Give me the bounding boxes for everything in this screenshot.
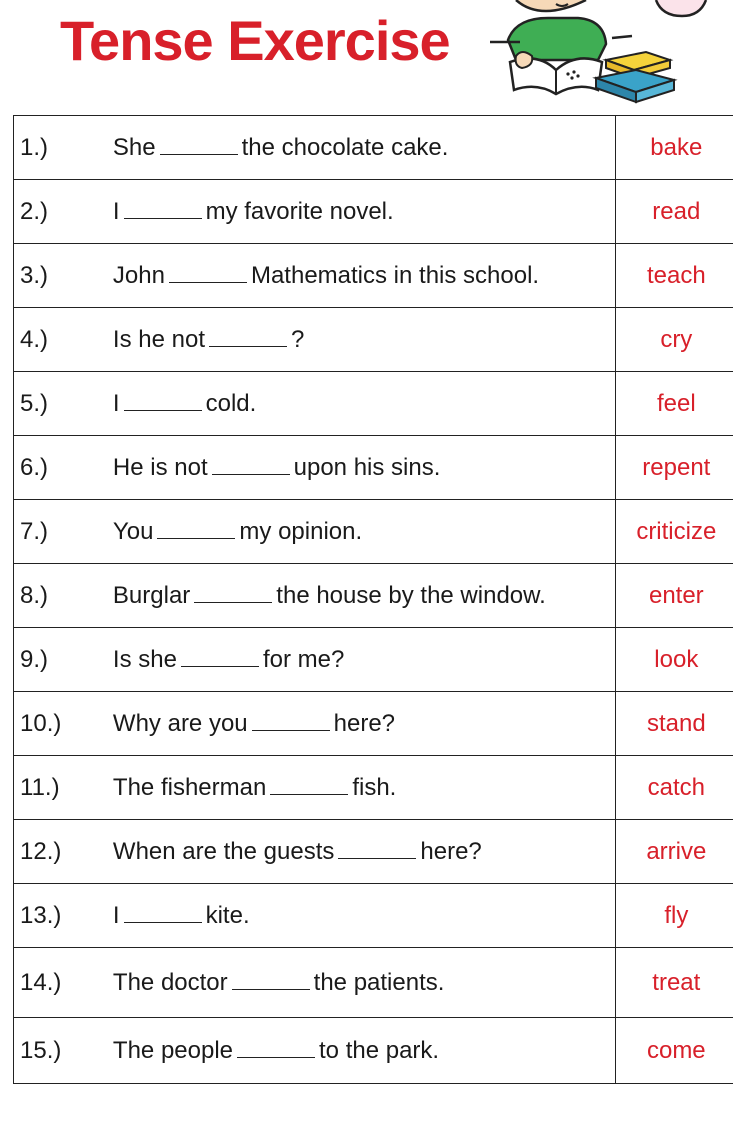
verb-hint: arrive — [615, 820, 733, 884]
page-title: Tense Exercise — [60, 9, 450, 72]
sentence — [97, 372, 615, 436]
sentence-before: I — [112, 389, 120, 417]
sentence — [97, 564, 615, 628]
table-row — [14, 436, 733, 500]
answer-blank[interactable] — [237, 1039, 315, 1058]
table-row — [14, 308, 733, 372]
verb-hint: come — [615, 1018, 733, 1084]
question-number: 1.) — [14, 116, 97, 180]
question-number: 9.) — [14, 628, 97, 692]
sentence — [97, 244, 615, 308]
sentence — [97, 820, 615, 884]
exercise-table — [13, 115, 733, 1084]
table-row — [14, 756, 733, 820]
verb-hint: repent — [615, 436, 733, 500]
sentence-after: kite. — [205, 901, 250, 929]
sentence-before: When are the guests — [112, 837, 335, 865]
question-number: 8.) — [14, 564, 97, 628]
answer-blank[interactable] — [124, 392, 202, 411]
sentence-before: You — [112, 517, 154, 545]
question-number: 10.) — [14, 692, 97, 756]
question-number: 5.) — [14, 372, 97, 436]
sentence — [97, 628, 615, 692]
sentence-after: the patients. — [313, 968, 445, 996]
answer-blank[interactable] — [212, 456, 290, 475]
sentence-after: for me? — [262, 645, 345, 673]
sentence-after: cold. — [205, 389, 257, 417]
sentence-before: The doctor — [112, 968, 228, 996]
question-number: 15.) — [14, 1018, 97, 1084]
table-row — [14, 1018, 733, 1084]
sentence-after: fish. — [352, 773, 397, 801]
sentence-after: ? — [290, 325, 305, 353]
sentence — [97, 116, 615, 180]
table-row — [14, 244, 733, 308]
sentence-after: here? — [420, 837, 482, 865]
table-row — [14, 948, 733, 1018]
sentence — [97, 692, 615, 756]
sentence — [97, 436, 615, 500]
sentence-before: He is not — [112, 453, 208, 481]
answer-blank[interactable] — [124, 904, 202, 923]
sentence-before: Why are you — [112, 709, 248, 737]
answer-blank[interactable] — [124, 200, 202, 219]
sentence-before: She — [112, 133, 156, 161]
sentence — [97, 180, 615, 244]
table-row — [14, 564, 733, 628]
answer-blank[interactable] — [232, 971, 310, 990]
verb-hint: teach — [615, 244, 733, 308]
sentence-after: the chocolate cake. — [241, 133, 449, 161]
table-row — [14, 500, 733, 564]
answer-blank[interactable] — [270, 776, 348, 795]
table-row — [14, 884, 733, 948]
sentence-before: The people — [112, 1036, 234, 1064]
question-number: 2.) — [14, 180, 97, 244]
sentence-before: I — [112, 901, 120, 929]
verb-hint: read — [615, 180, 733, 244]
sentence — [97, 756, 615, 820]
answer-blank[interactable] — [209, 328, 287, 347]
sentence-before: John — [112, 261, 165, 289]
sentence — [97, 1018, 615, 1084]
verb-hint: fly — [615, 884, 733, 948]
table-row — [14, 116, 733, 180]
question-number: 7.) — [14, 500, 97, 564]
sentence-before: Burglar — [112, 581, 191, 609]
verb-hint: look — [615, 628, 733, 692]
sentence-after: the house by the window. — [276, 581, 546, 609]
sentence-before: Is he not — [112, 325, 205, 353]
sentence-before: The fisherman — [112, 773, 267, 801]
question-number: 11.) — [14, 756, 97, 820]
verb-hint: cry — [615, 308, 733, 372]
verb-hint: feel — [615, 372, 733, 436]
table-row — [14, 372, 733, 436]
verb-hint: stand — [615, 692, 733, 756]
question-number: 13.) — [14, 884, 97, 948]
reading-child-illustration — [486, 0, 733, 112]
sentence — [97, 884, 615, 948]
table-row — [14, 628, 733, 692]
sentence-after: here? — [333, 709, 396, 737]
answer-blank[interactable] — [181, 648, 259, 667]
verb-hint: catch — [615, 756, 733, 820]
question-number: 14.) — [14, 948, 97, 1018]
verb-hint: enter — [615, 564, 733, 628]
table-row — [14, 180, 733, 244]
sentence-after: upon his sins. — [293, 453, 441, 481]
sentence-before: Is she — [112, 645, 177, 673]
answer-blank[interactable] — [160, 136, 238, 155]
question-number: 4.) — [14, 308, 97, 372]
verb-hint: criticize — [615, 500, 733, 564]
question-number: 12.) — [14, 820, 97, 884]
answer-blank[interactable] — [157, 520, 235, 539]
answer-blank[interactable] — [252, 712, 330, 731]
question-number: 3.) — [14, 244, 97, 308]
question-number: 6.) — [14, 436, 97, 500]
sentence-after: Mathematics in this school. — [250, 261, 540, 289]
verb-hint: treat — [615, 948, 733, 1018]
table-row — [14, 820, 733, 884]
answer-blank[interactable] — [194, 584, 272, 603]
verb-hint: bake — [615, 116, 733, 180]
sentence-after: to the park. — [319, 1036, 440, 1064]
sentence-after: my opinion. — [239, 517, 363, 545]
sentence-after: my favorite novel. — [205, 197, 394, 225]
answer-blank[interactable] — [169, 264, 247, 283]
sentence — [97, 948, 615, 1018]
sentence — [97, 308, 615, 372]
sentence — [97, 500, 615, 564]
answer-blank[interactable] — [338, 840, 416, 859]
table-row — [14, 692, 733, 756]
sentence-before: I — [112, 197, 120, 225]
